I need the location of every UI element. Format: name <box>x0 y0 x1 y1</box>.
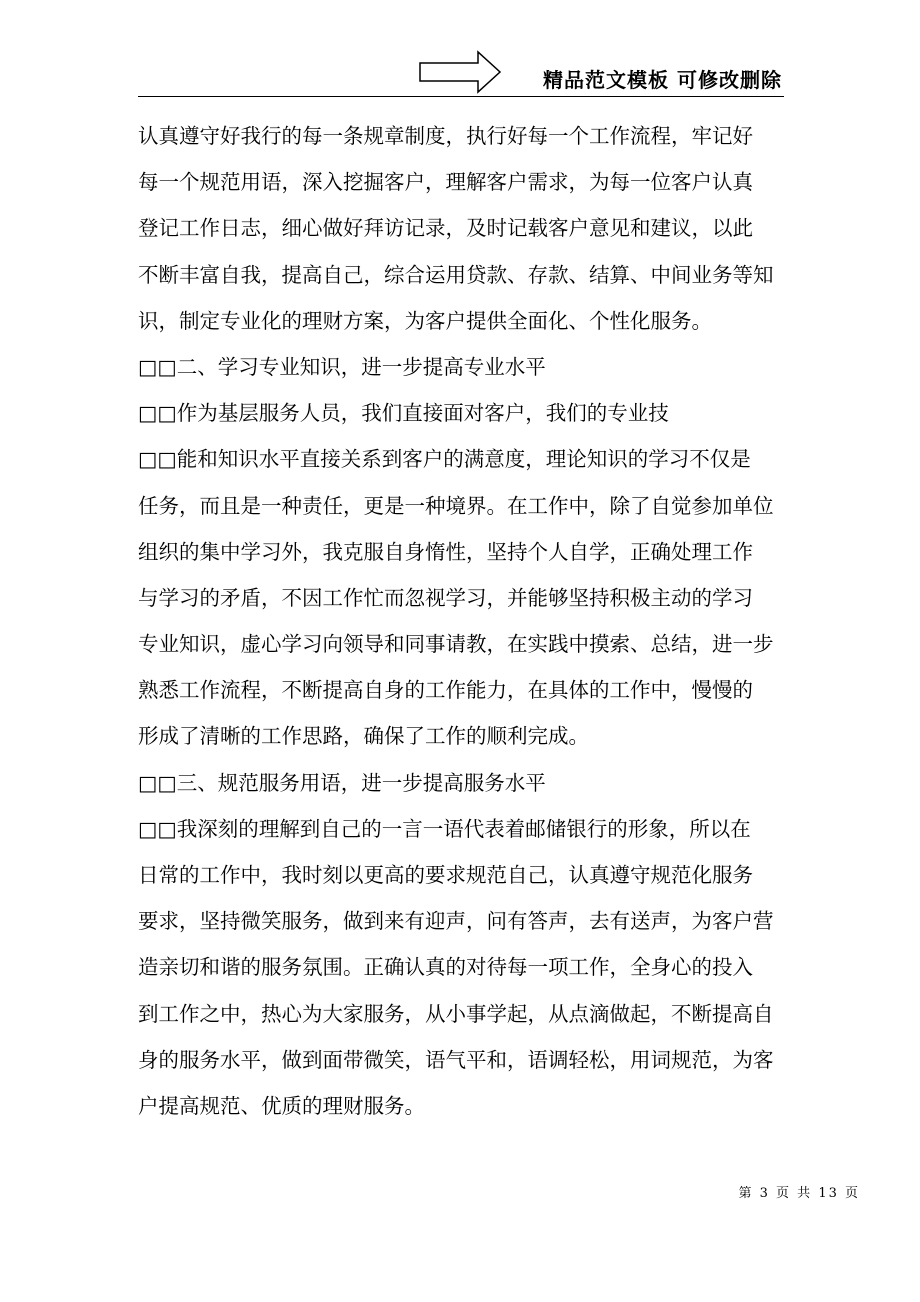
text-line: 到工作之中，热心为大家服务，从小事学起，从点滴做起，不断提高自 <box>138 1001 774 1026</box>
text-line: 认真遵守好我行的每一条规章制度，执行好每一个工作流程，牢记好 <box>138 124 753 148</box>
text-line: 每一个规范用语，深入挖掘客户，理解客户需求，为每一位客户认真 <box>138 170 753 195</box>
text-line: □□作为基层服务人员，我们直接面对客户，我们的专业技 <box>138 401 669 426</box>
text-line: 身的服务水平，做到面带微笑，语气平和，语调轻松，用词规范，为客 <box>138 1047 774 1072</box>
text-line: 与学习的矛盾，不因工作忙而忽视学习，并能够坚持积极主动的学习 <box>138 585 753 610</box>
section-heading: □□三、规范服务用语，进一步提高服务水平 <box>138 770 546 795</box>
header-title: 精品范文模板 可修改删除 <box>543 68 782 92</box>
text-line: 形成了清晰的工作思路，确保了工作的顺利完成。 <box>138 724 589 749</box>
section-heading: □□二、学习专业知识，进一步提高专业水平 <box>138 354 546 379</box>
text-line: □□能和知识水平直接关系到客户的满意度，理论知识的学习不仅是 <box>138 447 751 472</box>
text-line: 不断丰富自我，提高自己，综合运用贷款、存款、结算、中间业务等知 <box>138 262 774 287</box>
text-line: □□我深刻的理解到自己的一言一语代表着邮储银行的形象，所以在 <box>138 816 751 841</box>
text-line: 造亲切和谐的服务氛围。正确认真的对待每一项工作，全身心的投入 <box>138 955 753 980</box>
document-body <box>138 113 784 1129</box>
text-line: 要求，坚持微笑服务，做到来有迎声，问有答声，去有送声，为客户营 <box>138 909 774 934</box>
page-header <box>138 50 784 100</box>
text-line: 日常的工作中，我时刻以更高的要求规范自己，认真遵守规范化服务 <box>138 863 753 887</box>
text-line: 登记工作日志，细心做好拜访记录，及时记载客户意见和建议，以此 <box>138 216 753 241</box>
text-line: 组织的集中学习外，我克服自身惰性，坚持个人自学，正确处理工作 <box>138 539 753 564</box>
text-line: 熟悉工作流程，不断提高自身的工作能力，在具体的工作中，慢慢的 <box>138 678 753 703</box>
header-rule <box>138 96 784 97</box>
text-line: 户提高规范、优质的理财服务。 <box>138 1093 425 1118</box>
right-arrow-outline-icon <box>418 50 504 94</box>
text-line: 任务，而且是一种责任，更是一种境界。在工作中，除了自觉参加单位 <box>138 493 774 518</box>
text-line: 识，制定专业化的理财方案，为客户提供全面化、个性化服务。 <box>138 308 712 333</box>
text-line: 专业知识，虚心学习向领导和同事请教，在实践中摸索、总结，进一步 <box>138 632 774 657</box>
page-number: 第 3 页 共 13 页 <box>738 1186 860 1201</box>
